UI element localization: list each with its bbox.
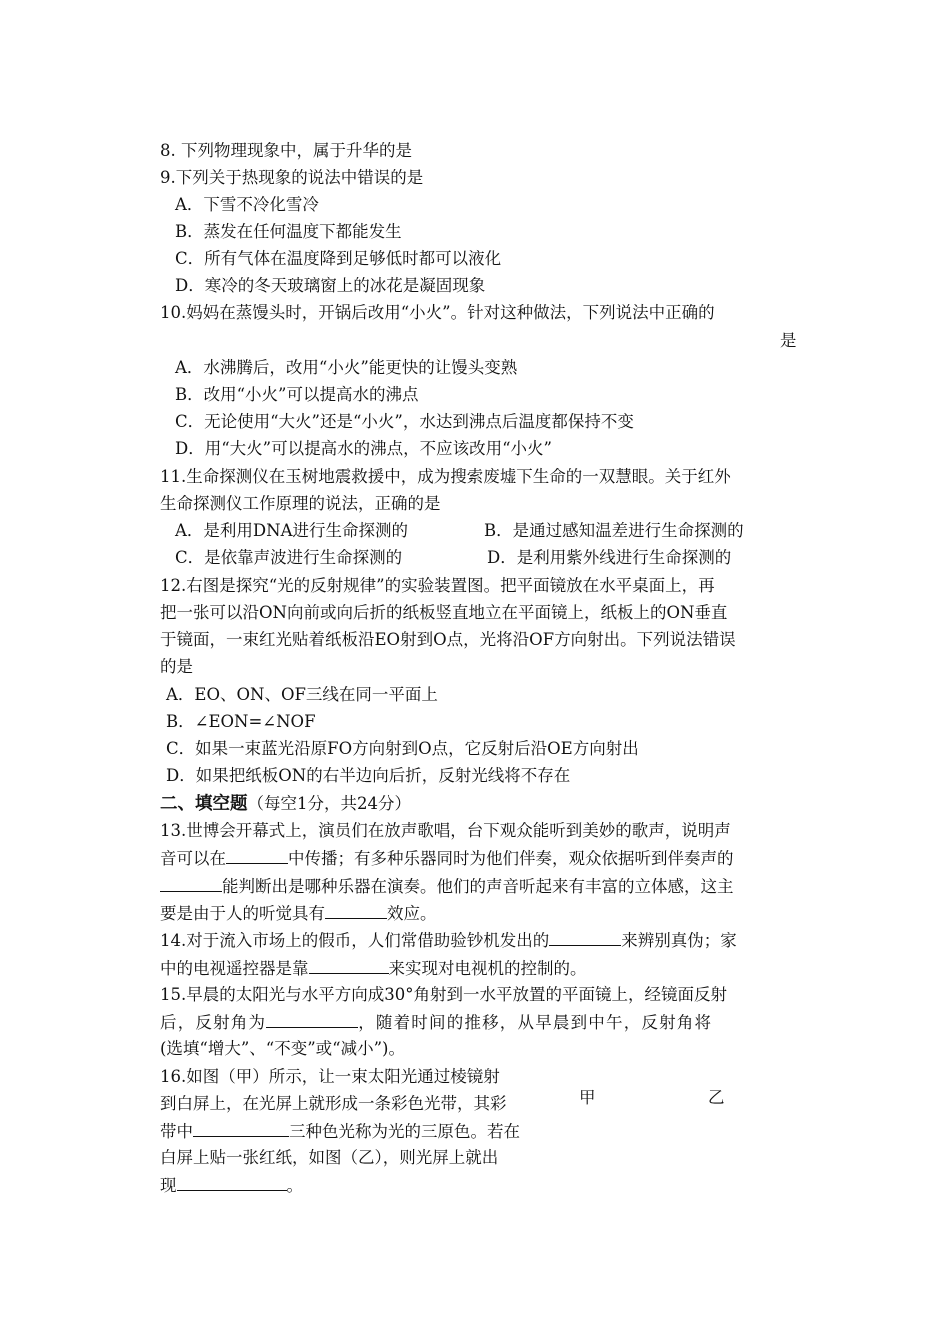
figure-label-yi: 乙	[708, 1088, 725, 1107]
q12-option-d: D．如果把纸板ON的右半边向后折，反射光线将不存在	[166, 766, 571, 785]
q13-text: 能判断出是哪种乐器在演奏。他们的声音听起来有丰富的立体感，这主	[222, 877, 734, 896]
q10-option-a: A．水沸腾后，改用“小火”能更快的让馒头变熟	[175, 358, 518, 377]
q9-stem: 9.下列关于热现象的说法中错误的是	[160, 168, 424, 187]
figure-label-jia: 甲	[579, 1088, 596, 1107]
q14-text: 中的电视遥控器是靠	[160, 959, 309, 978]
q12-stem-line4: 的是	[160, 657, 193, 676]
q8-stem: 8. 下列物理现象中，属于升华的是	[160, 141, 412, 160]
q13-text: 要是由于人的听觉具有	[160, 904, 325, 923]
q13-text: 效应。	[387, 904, 437, 923]
q14-text: 来辨别真伪；家	[621, 931, 737, 950]
q12-option-c: C．如果一束蓝光沿原FO方向射到O点，它反射后沿OE方向射出	[166, 739, 639, 758]
section-note: （每空1分，共24分）	[247, 794, 411, 813]
section-heading	[160, 793, 411, 815]
q9-option-c: C．所有气体在温度降到足够低时都可以液化	[175, 249, 502, 268]
q12-stem-line2: 把一张可以沿ON向前或向后折的纸板竖直地立在平面镜上，纸板上的ON垂直	[160, 603, 728, 622]
q16-line2: 到白屏上，在光屏上就形成一条彩色光带，其彩	[160, 1094, 507, 1113]
q11-stem-line1: 11.生命探测仪在玉树地震救援中，成为搜索废墟下生命的一双慧眼。关于红外	[160, 467, 731, 486]
q13-line1: 13.世博会开幕式上，演员们在放声歌唱，台下观众能听到美妙的歌声，说明声	[160, 821, 731, 840]
q16-text: 现	[160, 1176, 177, 1195]
q16-text: 三种色光称为光的三原色。若在	[289, 1122, 520, 1141]
q13-blank-2[interactable]	[160, 875, 222, 892]
q16-line3	[160, 1120, 520, 1143]
q14-line1	[160, 929, 737, 952]
q14-blank-1[interactable]	[549, 929, 621, 946]
q11-option-a: A．是利用DNA进行生命探测的	[175, 521, 408, 540]
q9-option-d: D．寒冷的冬天玻璃窗上的冰花是凝固现象	[175, 276, 486, 295]
q12-stem-line3: 于镜面，一束红光贴着纸板沿EO射到O点，光将沿OF方向射出。下列说法错误	[160, 630, 736, 649]
q15-line3: (选填“增大”、“不变”或“减小”)。	[160, 1039, 405, 1058]
q11-stem-line2: 生命探测仪工作原理的说法，正确的是	[160, 494, 441, 513]
q13-text: 中传播；有多种乐器同时为他们伴奏，观众依据听到伴奏声的	[288, 849, 734, 868]
q16-line1: 16.如图（甲）所示，让一束太阳光通过棱镜射	[160, 1067, 500, 1086]
q13-blank-1[interactable]	[226, 847, 288, 864]
q9-option-a: A．下雪不冷化雪冷	[175, 195, 319, 214]
q10-option-b: B．改用“小火”可以提高水的沸点	[175, 385, 419, 404]
q14-text: 14.对于流入市场上的假币，人们常借助验钞机发出的	[160, 931, 550, 950]
q16-text: 带中	[160, 1122, 193, 1141]
q12-option-b: B．∠EON=∠NOF	[166, 712, 316, 731]
q10-option-d: D．用“大火”可以提高水的沸点，不应该改用“小火”	[175, 439, 552, 458]
q11-option-d: D．是利用紫外线进行生命探测的	[487, 548, 732, 567]
q15-line1: 15.早晨的太阳光与水平方向成30°角射到一水平放置的平面镜上，经镜面反射	[160, 985, 727, 1004]
q15-line2	[160, 1011, 712, 1034]
q14-blank-2[interactable]	[309, 957, 389, 974]
q14-text: 来实现对电视机的控制的。	[388, 959, 587, 978]
q13-line4	[160, 902, 437, 925]
q16-blank-1[interactable]	[193, 1120, 289, 1137]
q13-text: 音可以在	[160, 849, 226, 868]
q11-option-c: C．是依靠声波进行生命探测的	[175, 548, 403, 567]
q16-text: 。	[286, 1176, 303, 1195]
q10-stem: 10.妈妈在蒸馒头时，开锅后改用“小火”。针对这种做法，下列说法中正确的	[160, 303, 715, 322]
q15-blank-1[interactable]	[266, 1011, 358, 1028]
section-title: 二、填空题	[160, 794, 248, 814]
q13-line2	[160, 847, 734, 870]
q16-line4: 白屏上贴一张红纸，如图（乙），则光屏上就出	[160, 1148, 499, 1167]
q13-line3	[160, 875, 734, 898]
q9-option-b: B．蒸发在任何温度下都能发生	[175, 222, 402, 241]
q16-blank-2[interactable]	[177, 1174, 287, 1191]
q12-stem-line1: 12.右图是探究“光的反射规律”的实验装置图。把平面镜放在水平桌面上，再	[160, 576, 715, 595]
q15-text: ，随着时间的推移，从早晨到中午，反射角将	[358, 1013, 713, 1032]
q15-text: 后，反射角为	[160, 1013, 267, 1032]
q16-line5	[160, 1174, 303, 1197]
q12-option-a: A．EO、ON、OF三线在同一平面上	[166, 685, 438, 704]
q13-blank-3[interactable]	[325, 902, 387, 919]
q10-stem-end: 是	[780, 331, 797, 350]
q14-line2	[160, 957, 587, 980]
q10-option-c: C．无论使用“大火”还是“小火”，水达到沸点后温度都保持不变	[175, 412, 634, 431]
q11-option-b: B．是通过感知温差进行生命探测的	[484, 521, 744, 540]
